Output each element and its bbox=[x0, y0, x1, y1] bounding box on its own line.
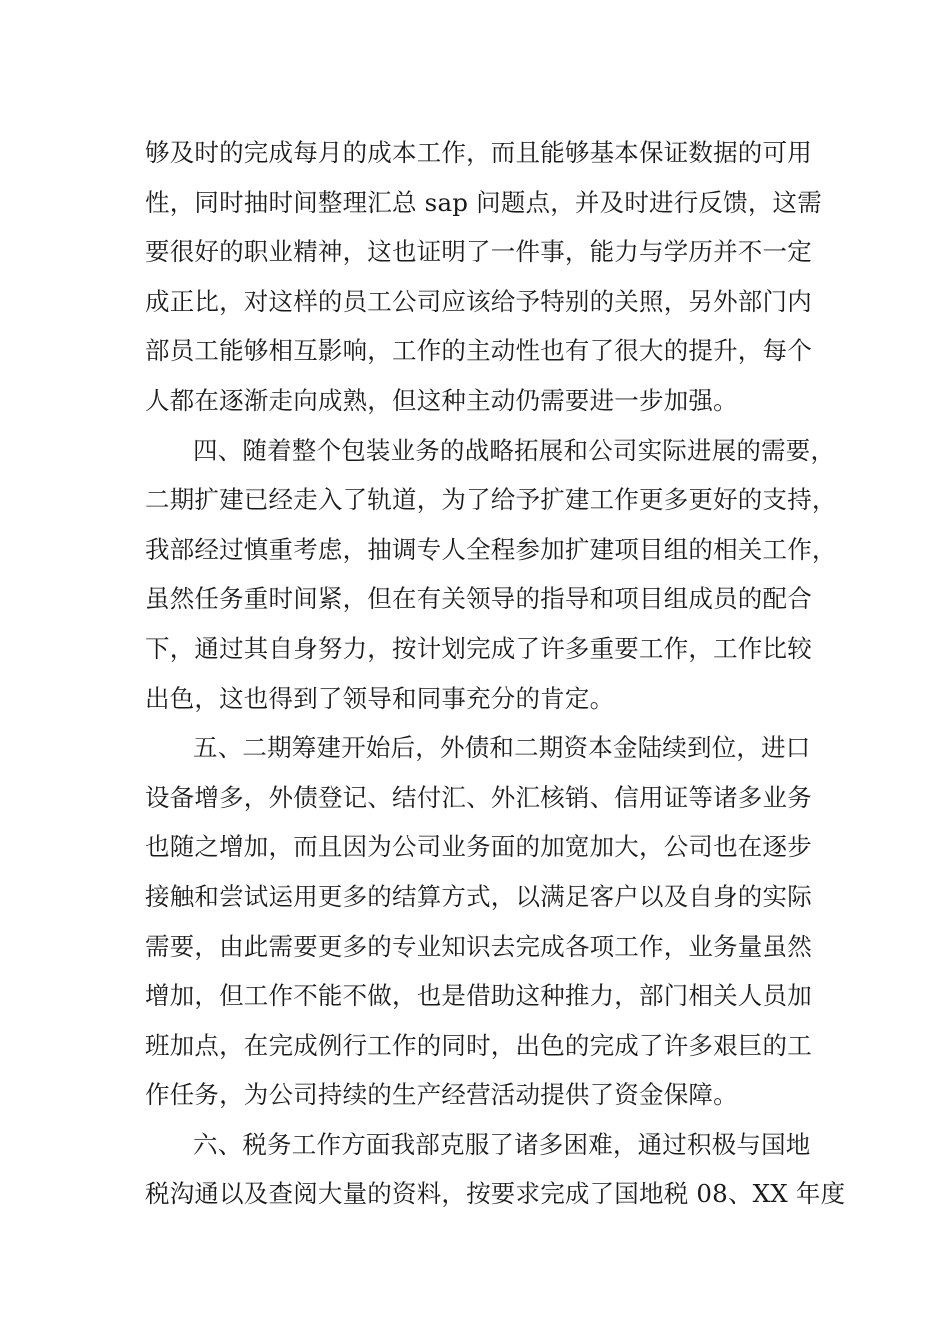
text-line: 我部经过慎重考虑，抽调专人全程参加扩建项目组的相关工作， bbox=[145, 534, 837, 564]
paragraph-start-line: 四、随着整个包装业务的战略拓展和公司实际进展的需要， bbox=[193, 435, 836, 465]
text-line: 性，同时抽时间整理汇总 sap 问题点，并及时进行反馈，这需 bbox=[145, 187, 822, 217]
text-line: 下，通过其自身努力，按计划完成了许多重要工作，工作比较 bbox=[145, 633, 812, 663]
text-line: 班加点，在完成例行工作的同时，出色的完成了许多艰巨的工 bbox=[145, 1030, 812, 1060]
paragraph-start-line: 六、税务工作方面我部克服了诸多困难，通过积极与国地 bbox=[193, 1129, 811, 1159]
text-line: 够及时的完成每月的成本工作，而且能够基本保证数据的可用 bbox=[145, 138, 812, 167]
body-text bbox=[145, 128, 846, 1219]
text-line: 出色，这也得到了领导和同事充分的肯定。 bbox=[145, 683, 615, 713]
text-line: 增加，但工作不能不做，也是借助这种推力，部门相关人员加 bbox=[145, 981, 812, 1011]
text-line: 部员工能够相互影响，工作的主动性也有了很大的提升，每个 bbox=[145, 336, 812, 366]
text-line: 人都在逐渐走向成熟，但这种主动仍需要进一步加强。 bbox=[145, 385, 738, 415]
text-line: 设备增多，外债登记、结付汇、外汇核销、信用证等诸多业务 bbox=[145, 782, 812, 812]
text-line: 虽然任务重时间紧，但在有关领导的指导和项目组成员的配合 bbox=[145, 584, 812, 614]
text-line: 需要，由此需要更多的专业知识去完成各项工作，业务量虽然 bbox=[145, 931, 812, 961]
text-line: 作任务，为公司持续的生产经营活动提供了资金保障。 bbox=[145, 1080, 738, 1110]
text-line: 成正比，对这样的员工公司应该给予特别的关照，另外部门内 bbox=[145, 286, 812, 316]
text-line: 税沟通以及查阅大量的资料，按要求完成了国地税 08、XX 年度 bbox=[145, 1179, 846, 1209]
text-line: 也随之增加，而且因为公司业务面的加宽加大，公司也在逐步 bbox=[145, 832, 812, 862]
text-line: 要很好的职业精神，这也证明了一件事，能力与学历并不一定 bbox=[145, 237, 812, 267]
text-line: 接触和尝试运用更多的结算方式，以满足客户以及自身的实际 bbox=[145, 881, 812, 911]
text-line: 二期扩建已经走入了轨道，为了给予扩建工作更多更好的支持， bbox=[145, 485, 837, 515]
paragraph-start-line: 五、二期筹建开始后，外债和二期资本金陆续到位，进口 bbox=[193, 733, 811, 763]
